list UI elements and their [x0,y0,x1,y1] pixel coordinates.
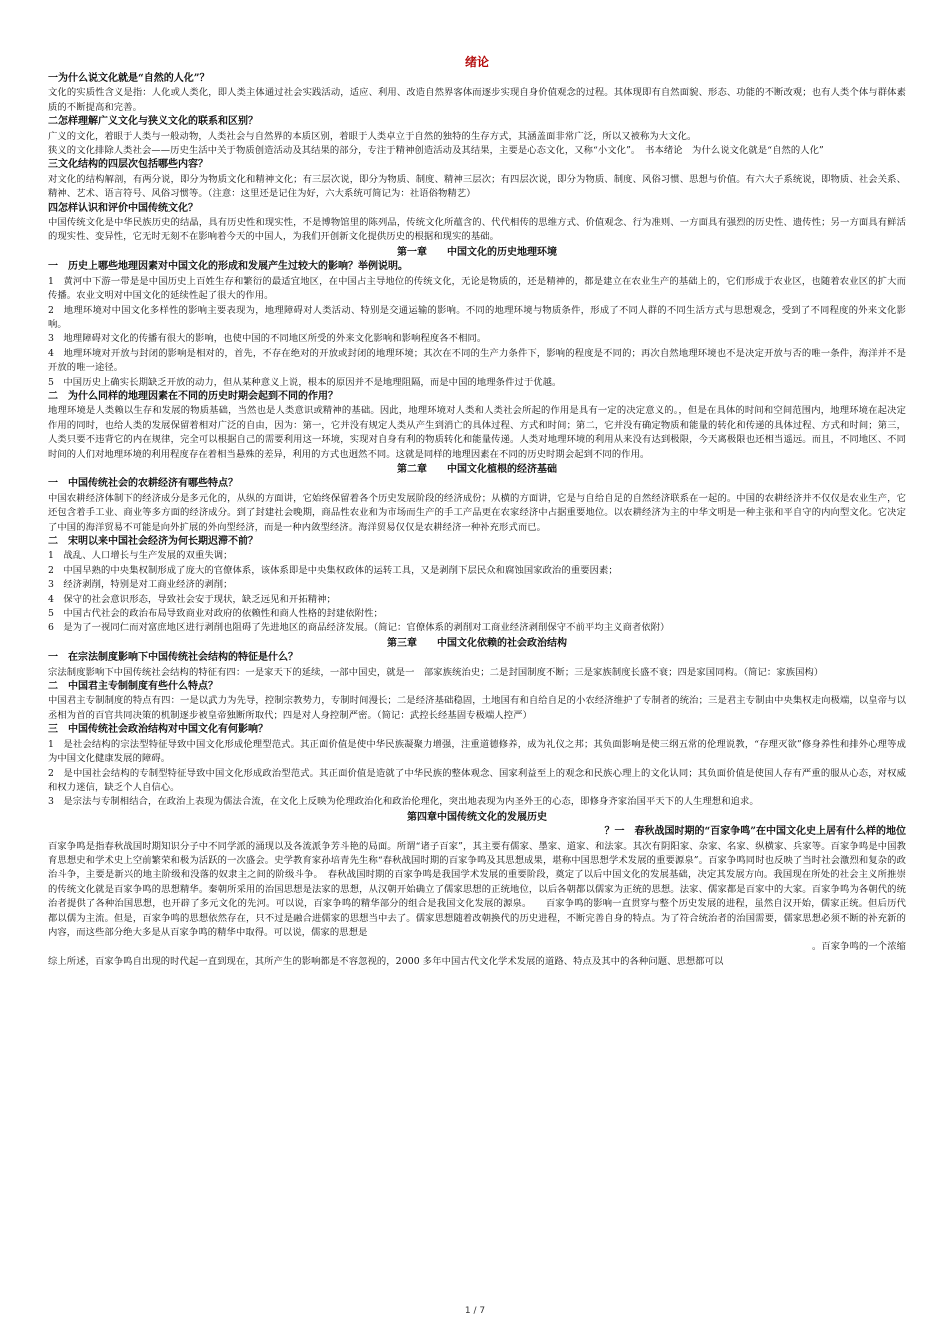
intro-answer-4: 中国传统文化是中华民族历史的结晶，具有历史性和现实性，不是博物馆里的陈列品，传统文化所蕴含的、代代相传的思维方式、价值观念、行为准则、一方面具有强烈的历史性、遗传性；另一方面具有鲜活的现实性、变异性，它无时无刻不在影响着今天的中国人，为我们开创新文化提供历史的根据和现实的基础。 [48,217,906,243]
ch2-list-item: 5 中国古代社会的政治布局导致商业对政府的依赖性和商人性格的封建依附性； [48,608,383,620]
ch3-point-3: 3 是宗法与专制相结合，在政治上表现为儒法合流，在文化上反映为伦理政治化和政治伦理化，突出地表现为内圣外王的心态，即修身齐家治国平天下的人生理想和追求。 [48,796,759,808]
intro-answer-2a: 广义的文化，着眼于人类与一般动物，人类社会与自然界的本质区别，着眼于人类卓立于自然的独特的生存方式，其涵盖面非常广泛，所以又被称为大文化。 [48,130,697,142]
ch2-list-item: 6 是为了一视同仁而对富庶地区进行剥削也阻碍了先进地区的商品经济发展。（简记：官僚体系的剥削对工商业经济剥削保守不前平均主义商者依附） [48,622,670,634]
ch2-question-2: 二 宋明以来中国社会经济为何长期迟滞不前？ [48,536,258,547]
intro-question-2: 二怎样理解广义文化与狭义文化的联系和区别？ [48,116,258,128]
ch4-answer-1: 百家争鸣是指春秋战国时期知识分子中不同学派的涌现以及各流派争芳斗艳的局面。所谓“诸子百家”，其主要有儒家、墨家、道家、和法家。其次有阴阳家、杂家、名家、纵横家、兵家等。百家争鸣是中国教育思想史和学术史上空前繁荣和极为活跃的一次盛会。史学教育家孙培青先生称“春秋战国时期的百家争鸣及其思想成果，堪称中国思想学术发展的重要源泉”。百家争鸣同时也反映了当时社会激烈和复杂的政治斗争，主要是新兴的地主阶级和没落的奴隶主之间的阶级斗争。 春秋战国时期的百家争鸣是我国学术发展的重要阶段，奠定了以后中国文化的发展基础，决定其发展方向。我国现在所处的社会主义所推崇的传统文化就是百家争鸣的思想精华。秦朝所采用的治国思想是法家的思想，从汉朝开始确立了儒家思想的正统地位，以后各朝都以儒家为正统的思想。法家、儒家都是百家中的大家。百家争鸣为各朝代的统治者提供了各种治国思想，也开辟了多元文化的先河。可以说，百家争鸣的精华部分的组合是我国文化发展的源泉。 百家争鸣的影响一直贯穿与整个历史发展的进程，虽然自汉开始，儒家正统。但后历代都以儒为主流。但是，百家争鸣的思想依然存在，只不过是融合进儒家的思想当中去了。儒家思想随着改朝换代的历史进程，不断完善自身的特点。为了符合统治者的治国需要，儒家思想必须不断的补充新的内容，而这些部分绝大多是从百家争鸣的精华中取得。可以说，儒家的思想是 [48,840,906,938]
ch1-point-2: 2 地理环境对中国文化多样性的影响主要表现为，地理障碍对人类活动、特别是交通运输的影响。不同的地理环境与物质条件，形成了不同人群的不同生活方式与思想观念，受到了不同程度的外来文化影响。 [48,304,906,330]
ch1-point-4: 4 地理环境对开放与封闭的影响是相对的，首先，不存在绝对的开放或封闭的地理环境；其次在不同的生产力条件下，影响的程度是不同的；再次自然地理环境也不是决定开放与否的唯一条件，海洋并不是开放的唯一途径。 [48,347,906,374]
ch2-list-item: 2 中国早熟的中央集权制形成了庞大的官僚体系，该体系即是中央集权政体的运转工具，又是剥削下层民众和腐蚀国家政治的重要因素； [48,564,618,576]
ch1-point-5: 5 中国历史上确实长期缺乏开放的动力，但从某种意义上说，根本的原因并不是地理阻隔，而是中国的地理条件过于优越。 [48,376,562,388]
ch2-list-item: 1 战乱、人口增长与生产发展的双重失调； [48,550,233,562]
ch3-point-1: 1 是社会结构的宗法型特征导致中国文化形成伦理型范式。其正面价值是使中华民族凝聚力增强，注重道德修养，成为礼仪之邦；其负面影响是使三纲五常的伦理说教，“存理灭欲”修身养性和排外心理等成为中国文化健康发展的障碍。 [48,738,906,765]
ch3-question-1: 一 在宗法制度影响下中国传统社会结构的特征是什么？ [48,652,298,664]
ch3-answer-2: 中国君主专制制度的特点有四：一是以武力为先导，控制宗教势力，专制时间漫长；二是经济基础稳固，土地国有和自给自足的小农经济维护了专制者的统治；三是君主专制由中央集权走向极端，以皇帝与以丞相为首的百官共同决策的机制逐步被皇帝独断所取代；四是对人身控制严密。（简记：武控长经基固专极端人控严） [48,695,906,721]
ch3-question-2: 二 中国君主专制制度有些什么特点？ [48,681,218,693]
ch3-question-3: 三 中国传统社会政治结构对中国文化有何影响？ [48,724,268,736]
ch1-answer-2: 地理环境是人类赖以生存和发展的物质基础，当然也是人类意识或精神的基础。因此，地理环境对人类和人类社会所起的作用是具有一定的决定意义的。，但是在具体的时间和空间范围内，地理环境在起决定作用的同时，也给人类的发展保留着相对广泛的自由，因为：第一，它并没有规定人类从产生到消亡的具体过程、方式和时间；第二，它并没有确定物质和能量的转化和传递的具体过程、方式和时间；第三，人类只要不违背它的内在规律，完全可以根据自己的需要利用这一环境，实现对自身有利的物质转化和能量传递。人类对地理环境的利用从来没有达到极限，今天离极限也还相当遥远。而且，不同地区、不同时间的人们对地理环境的利用程度存在着相当悬殊的差异，利用的方式也迥然不同。这就是同样的地理因素在不同的历史时期会起到不同的作用。 [48,405,906,460]
chapter-1-heading: 第一章 中国文化的历史地理环境 [397,246,557,258]
chapter-4-heading: 第四章中国传统文化的发展历史 [407,811,547,823]
chapter-3-heading: 第三章 中国文化依赖的社会政治结构 [387,637,567,649]
ch3-answer-1: 宗法制度影响下中国传统社会结构的特征有四：一是家天下的延续，一部中国史，就是一 部家族统治史；二是封国制度不断；三是家族制度长盛不衰；四是家国同构。（简记：家族国构） [48,666,824,678]
intro-question-3: 三文化结构的四层次包括哪些内容？ [48,159,208,171]
ch4-question-1: ？一 春秋战国时期的“百家争鸣”在中国文化史上居有什么样的地位 [604,826,906,838]
document-title: 绪论 [464,55,489,69]
page-number: 1 / 7 [464,1306,486,1316]
intro-question-4: 四怎样认识和评价中国传统文化？ [48,202,198,214]
ch2-question-1: 一 中国传统社会的农耕经济有哪些特点？ [48,478,238,490]
ch4-answer-1-last: 综上所述，百家争鸣自出现的时代起一直到现在，其所产生的影响都是不容忽视的，2000 多年中国古代文化学术发展的道路、特点及其中的各种问题、思想都可以 [48,955,724,967]
ch1-point-1: 1 黄河中下游一带是是中国历史上百姓生存和繁衍的最适宜地区，在中国占主导地位的传统文化，无论是物质的，还是精神的，都是建立在农业生产的基础上的，它们形成于农业区，也随着农业区的扩大而传播。农业文明对中国文化的延续性起了很大的作用。 [48,275,906,302]
ch2-list-item: 3 经济剥削，特别是对工商业经济的剥削； [48,579,233,591]
chapter-2-heading: 第二章 中国文化植根的经济基础 [397,463,557,475]
ch1-question-2: 二 为什么同样的地理因素在不同的历史时期会起到不同的作用？ [48,390,338,402]
intro-answer-3: 对文化的结构解剖，有两分说，即分为物质文化和精神文化；有三层次说，即分为物质、制度、精神三层次；有四层次说，即分为物质、制度、风俗习惯、思想与价值。有六大子系统说，即物质、社会关系、精神、艺术、语言符号、风俗习惯等。（注意：这里还是记住为好，六大系统可简记为：社语俗物精艺） [48,173,906,200]
ch1-question-1: 一 历史上哪些地理因素对中国文化的形成和发展产生过较大的影响？举例说明。 [48,261,408,273]
ch1-point-3: 3 地理障碍对文化的传播有很大的影响，也使中国的不同地区所受的外来文化影响和影响程度各不相同。 [48,333,487,345]
intro-question-1: 一为什么说文化就是“自然的人化”？ [48,73,210,84]
ch4-answer-1-end: 。百家争鸣的一个浓缩 [812,941,906,953]
ch2-answer-1: 中国农耕经济体制下的经济成分是多元化的，从纵的方面讲，它始终保留着各个历史发展阶段的经济成份；从横的方面讲，它是与自给自足的自然经济联系在一起的。中国的农耕经济并不仅仅是农业生产，它还包含着手工业、商业等多方面的经济成分。到了封建社会晚期，商品性农业和为市场而生产的手工产品更在农家经济中占据重要地位。以农耕经济为主的中华文明是一种主张和平自守的内向型文化。它决定了中国的海洋贸易不可能是向外扩展的外向型经济，而是一种内敛型经济。海洋贸易仅仅是农耕经济一种补充形式而已。 [48,492,906,533]
intro-answer-2b: 狭义的文化排除人类社会——历史生活中关于物质创造活动及其结果的部分，专注于精神创造活动及其结果，主要是心态文化，又称“小文化”。 书本绪论 为什么说文化就是“自然的人化” [48,145,824,157]
intro-answer-1: 文化的实质性含义是指：人化或人类化，即人类主体通过社会实践活动，适应、利用、改造自然界客体而逐步实现自身价值观念的过程。其体现即有自然面貌、形态、功能的不断改观；也有人类个体与群体素质的不断提高和完善。 [48,87,906,113]
ch2-list-item: 4 保守的社会意识形态，导致社会安于现状，缺乏远见和开拓精神； [48,593,336,605]
document-page [48,54,906,969]
ch3-point-2: 2 是中国社会结构的专制型特征导致中国文化形成政治型范式。其正面价值是造就了中华民族的整体观念、国家利益至上的观念和民族心理上的文化认同；其负面价值是使国人存有严重的服从心态，对权威和权力迷信，缺乏个人自信心。 [48,767,906,793]
